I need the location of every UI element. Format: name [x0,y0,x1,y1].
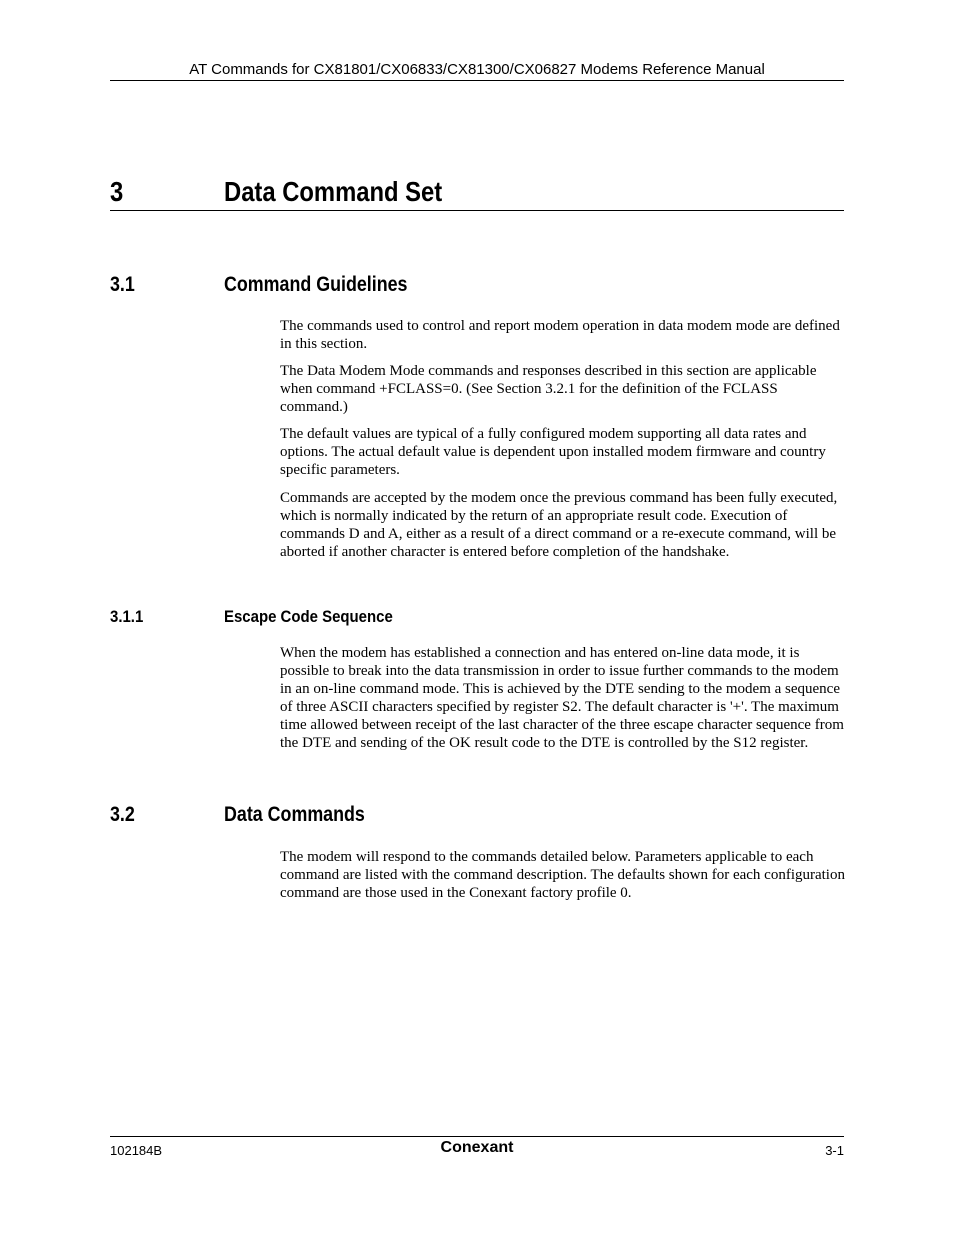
section-heading-3-1 [110,272,844,298]
chapter-number: 3 [110,176,124,207]
paragraph: The Data Modem Mode commands and responses described in this section are applicable when command +FCLASS=0. (See Section 3.2.1 for the definition of the FCLASS command.) [280,363,817,415]
paragraph: The default values are typical of a fully configured modem supporting all data rates and options. The actual default value is dependent upon installed modem firmware and country specific parameters. [280,426,826,478]
header-rule [110,80,844,81]
chapter-rule [110,210,844,211]
footer-rule [110,1136,844,1137]
footer-doc-number: 102184B [110,1143,163,1158]
paragraph: The commands used to control and report modem operation in data modem mode are defined in this section. [280,318,840,352]
section-number: 3.1.1 [110,607,144,626]
paragraph: When the modem has established a connection and has entered on-line data mode, it is possible to break into the data transmission in order to issue further commands to the modem in an on-line command mode. This is achieved by the DTE sending to the modem a sequence of three ASCII characters specified by register S2. The default character is '+'. The maximum time allowed between receipt of the last character of the three escape character sequence from the DTE and sending of the OK result code to the DTE is controlled by the S12 register. [280,645,844,751]
paragraph: Commands are accepted by the modem once the previous command has been fully executed, which is normally indicated by the return of an appropriate result code. Execution of commands D and A, either as a result of a direct command or a re-execute command, will be aborted if another character is entered before completion of the handshake. [280,490,838,560]
chapter-title: Data Command Set [224,176,443,207]
section-number: 3.2 [110,803,135,826]
paragraph: The modem will respond to the commands detailed below. Parameters applicable to each command are listed with the command description. The defaults shown for each configuration command are those used in the Conexant factory profile 0. [280,849,845,901]
section-title: Data Commands [224,803,365,826]
section-number: 3.1 [110,273,135,296]
footer-page-number: 3-1 [825,1143,844,1158]
section-heading-3-1-1 [110,606,844,627]
section-title: Escape Code Sequence [224,607,393,626]
section-title: Command Guidelines [224,273,408,296]
footer-company: Conexant [440,1139,514,1156]
running-header: AT Commands for CX81801/CX06833/CX81300/CX06827 Modems Reference Manual [189,61,765,78]
chapter-heading [110,175,844,209]
section-heading-3-2 [110,802,844,828]
